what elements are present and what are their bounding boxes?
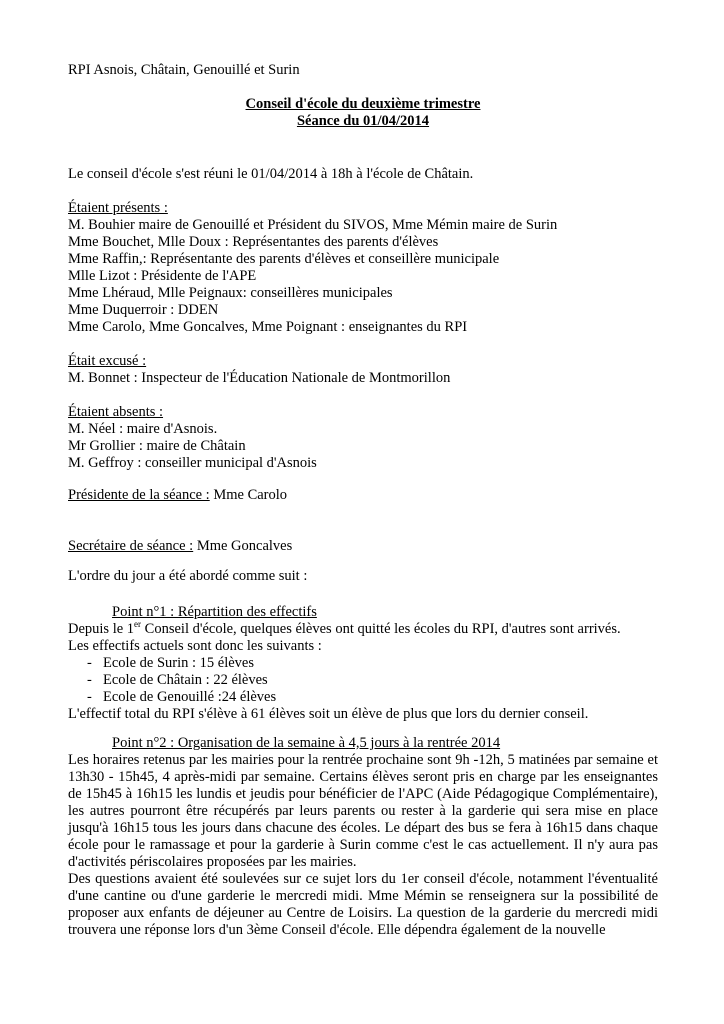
secretary-label: Secrétaire de séance : xyxy=(68,538,194,554)
section-absent xyxy=(68,404,658,472)
intro-line: Le conseil d'école s'est réuni le 01/04/2014 à 18h à l'école de Châtain. xyxy=(68,166,474,182)
doc-title-line1 xyxy=(68,96,658,113)
section-excused xyxy=(68,353,658,387)
present-heading: Étaient présents : xyxy=(68,200,168,216)
president-label: Présidente de la séance : xyxy=(68,487,210,503)
attendee-line: Mme Lhéraud, Mlle Peignaux: conseillères municipales xyxy=(68,285,393,301)
attendee-line: Mlle Lizot : Présidente de l'APE xyxy=(68,268,257,284)
point2-paragraph-1: Les horaires retenus par les mairies pour la rentrée prochaine sont 9h -12h, 5 matinées par semaine et 13h30 - 15h45, 4 après-midi par semaine. Certains élèves seront pris en charge par les enseignantes de 15h45 à 16h15 les lundis et jeudis pour bénéficier de l'APC (Aide Pédagogique Complémentaire), les autres pourront être récupérés par leurs parents ou rester à la garderie qui sera mise en place jusqu'à 16h15 tous les jours dans chacune des écoles. Le départ des bus se fera à 16h15 dans chaque école pour le ramassage et pour la garderie à Surin comme c'est le cas actuellement. Il n'y aura pas d'activités périscolaires proposées par les mairies. xyxy=(68,752,658,870)
section-present xyxy=(68,200,658,336)
excused-line: M. Bonnet : Inspecteur de l'Éducation Nationale de Montmorillon xyxy=(68,370,451,386)
doc-title-line1-text: Conseil d'école du deuxième trimestre xyxy=(245,96,481,112)
agenda-intro-line: L'ordre du jour a été abordé comme suit : xyxy=(68,568,308,584)
point2-heading-text: Point n°2 : Organisation de la semaine à 4,5 jours à la rentrée 2014 xyxy=(112,735,501,751)
bullet-dash: - xyxy=(87,655,92,671)
attendee-line: Mme Bouchet, Mlle Doux : Représentantes des parents d'élèves xyxy=(68,234,439,250)
section-point1 xyxy=(68,604,658,723)
list-item xyxy=(68,689,658,706)
excused-heading: Était excusé : xyxy=(68,353,147,369)
point1-total-line: L'effectif total du RPI s'élève à 61 élèves soit un élève de plus que lors du dernier conseil. xyxy=(68,706,589,722)
point1-para-superscript: er xyxy=(134,619,142,630)
attendee-line: Mme Carolo, Mme Goncalves, Mme Poignant : enseignantes du RPI xyxy=(68,319,468,335)
bullet-text: Ecole de Châtain : 22 élèves xyxy=(103,672,268,688)
list-item xyxy=(68,655,658,672)
attendee-line: Mme Raffin,: Représentante des parents d'élèves et conseillère municipale xyxy=(68,251,500,267)
list-item xyxy=(68,672,658,689)
absent-heading: Étaient absents : xyxy=(68,404,164,420)
point2-paragraph-2: Des questions avaient été soulevées sur ce sujet lors du 1er conseil d'école, notamment l'éventualité d'une cantine ou d'une garderie le mercredi midi. Mme Mémin se renseignera sur la possibilité de proposer aux enfants de déjeuner au Centre de Loisirs. La question de la garderie du mercredi midi trouvera une réponse lors d'un 3ème Conseil d'école. Elle dépendra également de la nouvelle xyxy=(68,871,658,938)
bullet-dash: - xyxy=(87,672,92,688)
absent-line: M. Geffroy : conseiller municipal d'Asnois xyxy=(68,455,317,471)
president-value: Mme Carolo xyxy=(209,487,288,503)
bullet-text: Ecole de Surin : 15 élèves xyxy=(103,655,254,671)
section-point2 xyxy=(68,735,658,939)
point1-para-pre: Depuis le 1 xyxy=(68,621,135,637)
bullet-text: Ecole de Genouillé :24 élèves xyxy=(103,689,277,705)
point1-line2: Les effectifs actuels sont donc les suivants : xyxy=(68,638,322,654)
point1-para-post: Conseil d'école, quelques élèves ont quitté les écoles du RPI, d'autres sont arrivés. xyxy=(141,621,621,637)
point1-heading-text: Point n°1 : Répartition des effectifs xyxy=(112,604,317,620)
doc-title-line2 xyxy=(68,113,658,130)
doc-title-block xyxy=(68,96,658,130)
attendee-line: M. Bouhier maire de Genouillé et Président du SIVOS, Mme Mémin maire de Surin xyxy=(68,217,558,233)
absent-line: Mr Grollier : maire de Châtain xyxy=(68,438,246,454)
president-line xyxy=(68,487,658,504)
point1-heading xyxy=(68,604,658,621)
point1-paragraph xyxy=(68,621,658,638)
absent-line: M. Néel : maire d'Asnois. xyxy=(68,421,218,437)
doc-header: RPI Asnois, Châtain, Genouillé et Surin xyxy=(68,62,300,78)
secretary-value: Mme Goncalves xyxy=(193,538,293,554)
doc-title-line2-text: Séance du 01/04/2014 xyxy=(296,113,430,129)
secretary-line xyxy=(68,538,658,555)
point2-heading xyxy=(68,735,658,752)
attendee-line: Mme Duquerroir : DDEN xyxy=(68,302,219,318)
bullet-dash: - xyxy=(87,689,92,705)
